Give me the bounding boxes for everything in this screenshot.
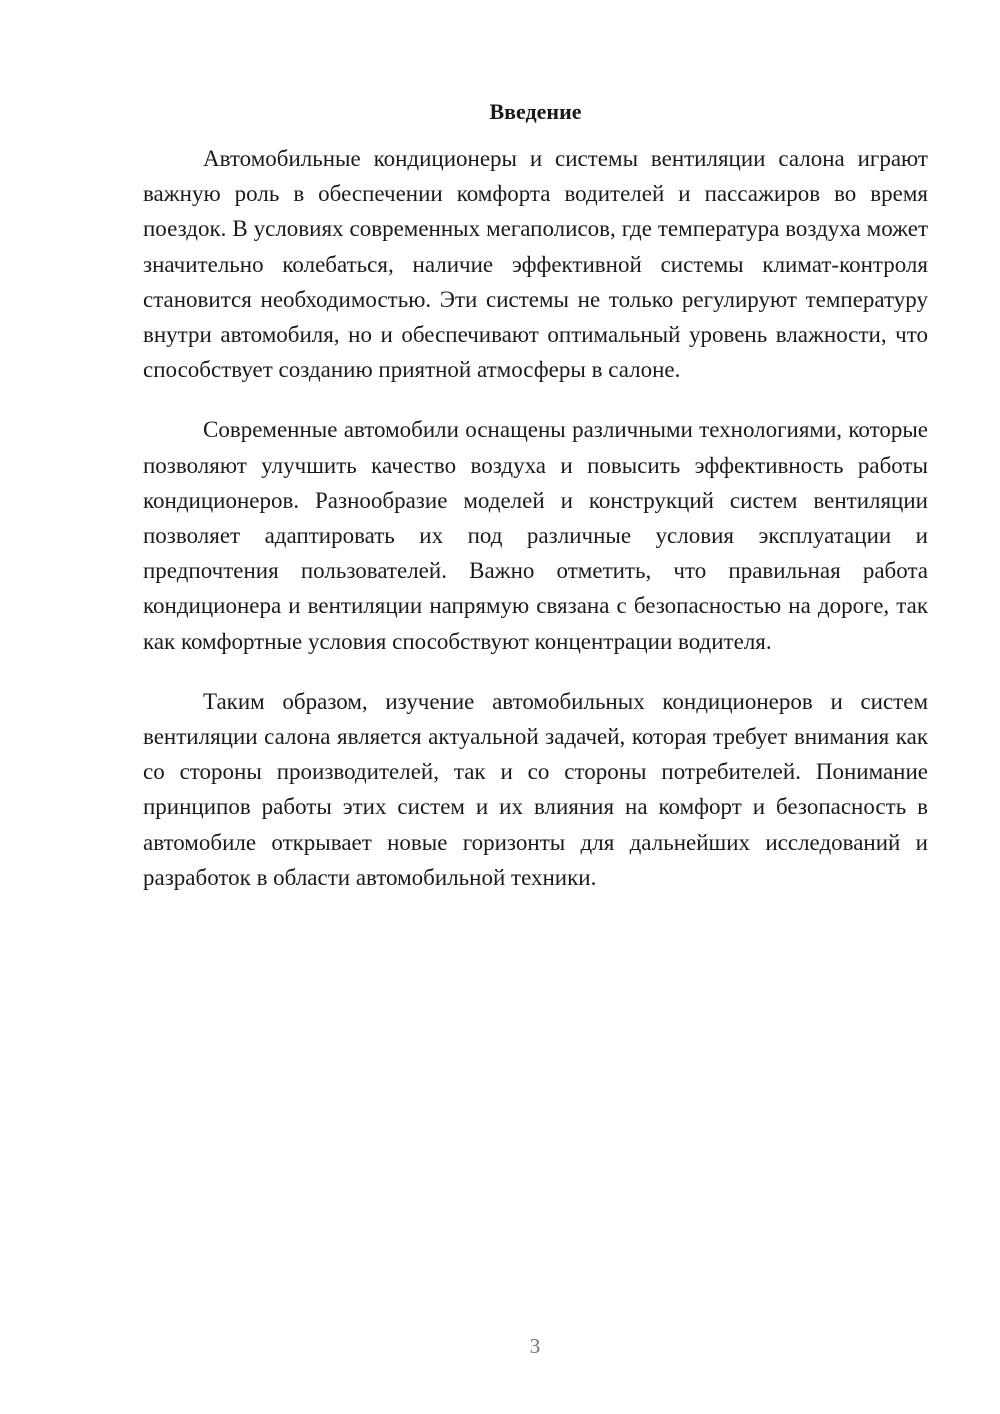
body-text [143,141,928,920]
paragraph-3: Таким образом, изучение автомобильных кондиционеров и систем вентиляции салона является актуальной задачей, которая требует внимания как со стороны производителей, так и со стороны потребителей. Понимание принципов работы этих систем и их влияния на комфорт и безопасность в автомобиле открывает новые горизонты для дальнейших исследований и разработок в области автомобильной техники. [143,688,928,890]
paragraph-1: Автомобильные кондиционеры и системы вентиляции салона играют важную роль в обеспечении комфорта водителей и пассажиров во время поездок. В условиях современных мегаполисов, где температура воздуха может значительно колебаться, наличие эффективной системы климат-контроля становится необходимостью. Эти системы не только регулируют температуру внутри автомобиля, но и обеспечивают оптимальный уровень влажности, что способствует созданию приятной атмосферы в салоне. [143,146,928,383]
section-heading: Введение [489,99,582,124]
paragraph-2: Современные автомобили оснащены различными технологиями, которые позволяют улучшить качество воздуха и повысить эффективность работы кондиционеров. Разнообразие моделей и конструкций систем вентиляции позволяет адаптировать их под различные условия эксплуатации и предпочтения пользователей. Важно отметить, что правильная работа кондиционера и вентиляции напрямую связана с безопасностью на дороге, так как комфортные условия способствуют концентрации водителя. [143,417,928,654]
page-number: 3 [529,1334,541,1358]
